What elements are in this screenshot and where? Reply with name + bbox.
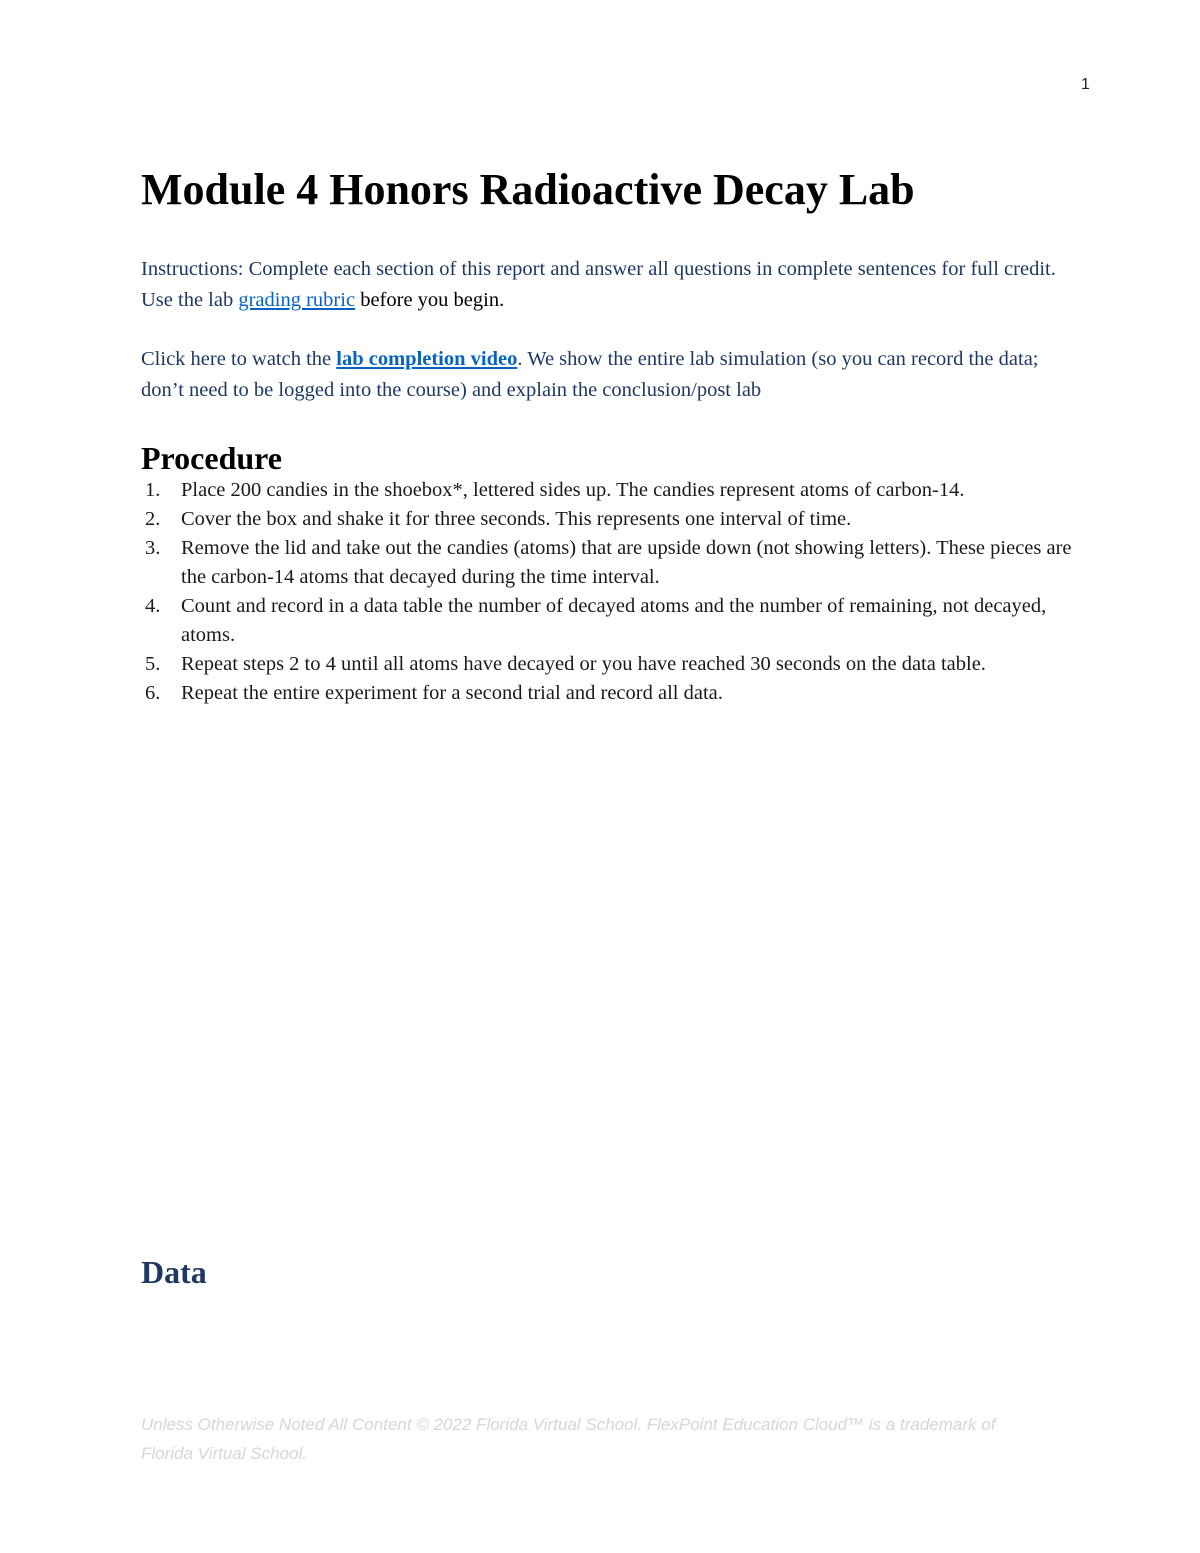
grading-rubric-link[interactable]: grading rubric	[238, 289, 356, 311]
data-heading: Data	[141, 1254, 207, 1290]
procedure-step	[141, 679, 1086, 708]
procedure-steps-list	[141, 476, 1086, 708]
procedure-step	[141, 534, 1086, 592]
instructions-paragraph	[141, 254, 1071, 316]
step-number: 4.	[145, 595, 161, 617]
page-title: Module 4 Honors Radioactive Decay Lab	[141, 165, 915, 214]
step-text: Count and record in a data table the number of decayed atoms and the number of remaining, not decayed, atoms.	[181, 595, 1047, 646]
copyright-footer: Unless Otherwise Noted All Content © 2022 Florida Virtual School. FlexPoint Education Cloud™ is a trademark of Florida Virtual School.	[141, 1415, 996, 1463]
procedure-step	[141, 650, 1086, 679]
step-text: Remove the lid and take out the candies (atoms) that are upside down (not showing letters). These pieces are the carbon-14 atoms that decayed during the time interval.	[181, 537, 1072, 588]
video-paragraph-intro: Click here to watch the	[141, 348, 337, 370]
step-text: Repeat steps 2 to 4 until all atoms have decayed or you have reached 30 seconds on the data table.	[181, 653, 986, 675]
step-number: 6.	[145, 682, 161, 704]
step-text: Repeat the entire experiment for a second trial and record all data.	[181, 682, 723, 704]
step-text: Place 200 candies in the shoebox*, lettered sides up. The candies represent atoms of carbon-14.	[181, 479, 965, 501]
procedure-step	[141, 476, 1086, 505]
step-number: 1.	[145, 479, 161, 501]
video-paragraph-rest: . We show the entire lab simulation (so you can record the data; don’t need to be logged into the course) and explain the conclusion/post lab	[141, 348, 1039, 401]
procedure-heading: Procedure	[141, 440, 282, 476]
page-number: 1	[1081, 76, 1090, 93]
instructions-text-end: before you begin.	[355, 289, 505, 311]
step-number: 5.	[145, 653, 161, 675]
lab-completion-video-link[interactable]: lab completion video	[336, 348, 518, 370]
procedure-step	[141, 592, 1086, 650]
video-paragraph	[141, 344, 1071, 406]
step-text: Cover the box and shake it for three seconds. This represents one interval of time.	[181, 508, 852, 530]
instructions-text: Instructions: Complete each section of this report and answer all questions in complete sentences for full credit. Use the lab	[141, 258, 1056, 311]
step-number: 3.	[145, 537, 161, 559]
step-number: 2.	[145, 508, 161, 530]
procedure-step	[141, 505, 1086, 534]
